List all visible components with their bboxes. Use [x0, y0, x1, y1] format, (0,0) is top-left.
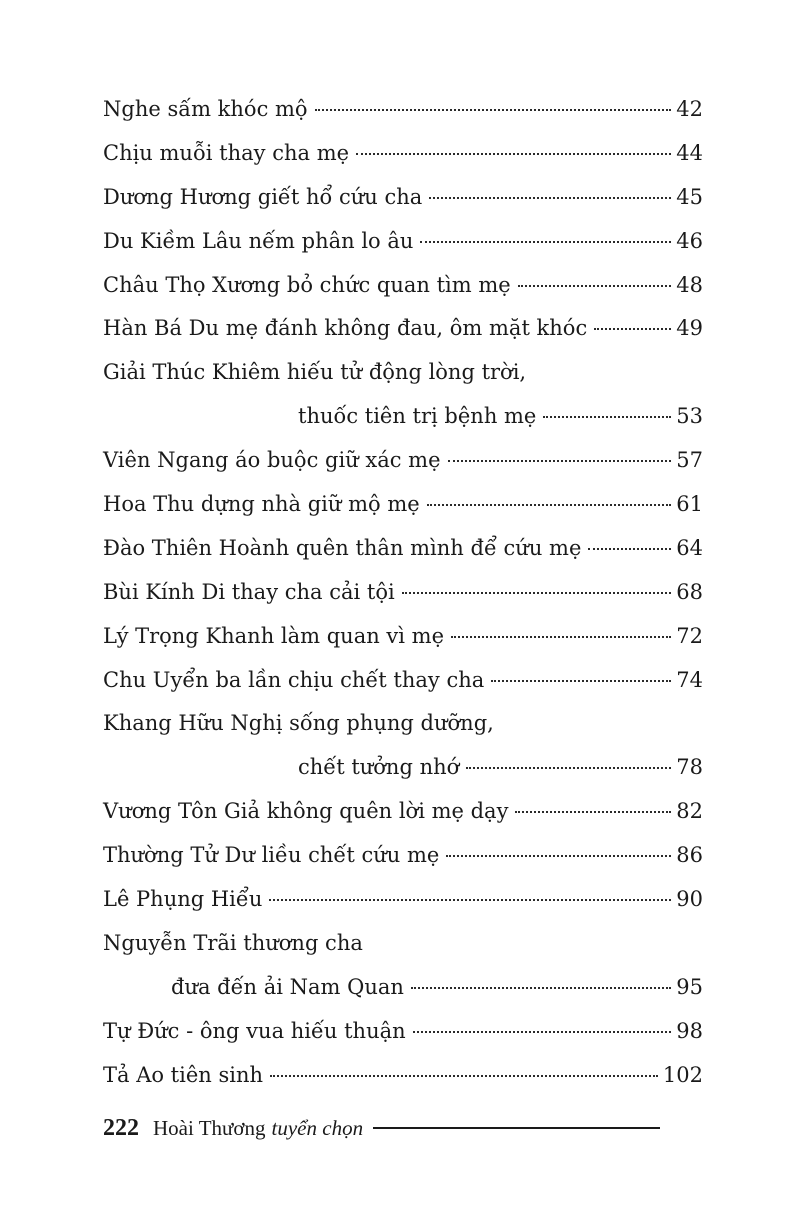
toc-entry-title: Vương Tôn Giả không quên lời mẹ dạy — [103, 799, 509, 824]
toc-entry — [103, 351, 703, 395]
dot-leader — [446, 855, 671, 857]
toc-entry-page: 42 — [676, 97, 703, 121]
toc-entry-continuation — [103, 746, 703, 790]
dot-leader — [429, 197, 671, 199]
footer-rule — [373, 1127, 660, 1129]
dot-leader — [518, 285, 672, 287]
toc-entry-title: Lê Phụng Hiểu — [103, 887, 263, 912]
dot-leader — [451, 636, 671, 638]
toc-entry-title: Du Kiềm Lâu nếm phân lo âu — [103, 228, 414, 253]
dot-leader — [588, 548, 671, 550]
toc-entry-title: Tả Ao tiên sinh — [103, 1062, 264, 1087]
toc-entry-page: 102 — [662, 1062, 703, 1087]
toc-entry-title-cont: thuốc tiên trị bệnh mẹ — [298, 404, 537, 429]
dot-leader — [515, 811, 671, 813]
toc-entry — [103, 1054, 703, 1098]
toc-entry-continuation — [103, 395, 703, 439]
toc-entry-title: Nghe sấm khóc mộ — [103, 97, 308, 121]
toc-entry-page: 95 — [676, 974, 703, 999]
toc-entry-page: 45 — [676, 184, 703, 209]
toc-entry-title-cont: đưa đến ải Nam Quan — [171, 974, 404, 999]
toc-entry-title: Lý Trọng Khanh làm quan vì mẹ — [103, 623, 445, 648]
toc-entry-page: 44 — [676, 140, 703, 165]
toc-entry-page: 49 — [676, 316, 703, 341]
toc-entry — [103, 483, 703, 527]
toc-entry-page: 61 — [676, 492, 703, 517]
toc-entry-title: Giải Thúc Khiêm hiếu tử động lòng trời, — [103, 360, 527, 385]
toc-entry-title: Chu Uyển ba lần chịu chết thay cha — [103, 667, 485, 692]
dot-leader — [402, 592, 672, 594]
page-footer — [103, 1115, 703, 1155]
toc-entry — [103, 702, 703, 746]
toc-entry-title: Bùi Kính Di thay cha cải tội — [103, 579, 395, 604]
toc-entry-page: 78 — [676, 755, 703, 780]
dot-leader — [315, 109, 672, 111]
toc-entry-page: 57 — [676, 448, 703, 473]
toc-entry-continuation — [103, 966, 703, 1010]
toc-entry-page: 90 — [676, 887, 703, 912]
dot-leader — [270, 1075, 658, 1077]
toc-entry-title: Tự Đức - ông vua hiếu thuận — [103, 1018, 406, 1043]
toc-entry — [103, 132, 703, 176]
dot-leader — [594, 328, 671, 330]
toc-entry-title: Hàn Bá Du mẹ đánh không đau, ôm mặt khóc — [103, 316, 588, 341]
dot-leader — [269, 899, 671, 901]
toc-entry-page: 64 — [676, 535, 703, 560]
toc-entry-title: Hoa Thu dựng nhà giữ mộ mẹ — [103, 492, 420, 517]
toc-entry-page: 72 — [676, 623, 703, 648]
toc-entry — [103, 878, 703, 922]
toc-entry — [103, 176, 703, 220]
toc-entry — [103, 220, 703, 264]
toc-entry-page: 48 — [676, 272, 703, 297]
dot-leader — [356, 153, 671, 155]
toc-entry — [103, 88, 703, 132]
toc-entry — [103, 527, 703, 571]
toc-entry — [103, 307, 703, 351]
toc-entry-title: Viên Ngang áo buộc giữ xác mẹ — [103, 448, 441, 473]
toc-entry-title: Nguyễn Trãi thương cha — [103, 930, 363, 955]
toc-entry-page: 53 — [676, 404, 703, 429]
toc-entry-page: 68 — [676, 579, 703, 604]
dot-leader — [491, 680, 671, 682]
toc-entry — [103, 439, 703, 483]
toc-entry-page: 46 — [676, 228, 703, 253]
toc-entry-page: 74 — [676, 667, 703, 692]
dot-leader — [466, 767, 671, 769]
toc-entry — [103, 571, 703, 615]
toc-entry — [103, 834, 703, 878]
toc-entry — [103, 264, 703, 308]
author-name: Hoài Thương — [153, 1116, 266, 1140]
toc-entry — [103, 615, 703, 659]
dot-leader — [413, 1031, 672, 1033]
dot-leader — [543, 416, 671, 418]
dot-leader — [427, 504, 672, 506]
page-number: 222 — [103, 1115, 139, 1141]
toc-entry-title: Châu Thọ Xương bỏ chức quan tìm mẹ — [103, 272, 511, 297]
toc-entry-title-cont: chết tưởng nhớ — [298, 755, 460, 780]
toc-entry — [103, 659, 703, 703]
edited-note: tuyển chọn — [271, 1116, 364, 1140]
toc-entry-title: Chịu muỗi thay cha mẹ — [103, 140, 350, 165]
toc-entry-title: Thường Tử Dư liều chết cứu mẹ — [103, 843, 440, 868]
toc-entry-title: Đào Thiên Hoành quên thân mình để cứu mẹ — [103, 535, 582, 560]
dot-leader — [420, 241, 671, 243]
toc-entry-page: 82 — [676, 799, 703, 824]
toc-entry-title: Dương Hương giết hổ cứu cha — [103, 184, 423, 209]
table-of-contents — [103, 88, 703, 1097]
toc-entry-page: 98 — [676, 1018, 703, 1043]
dot-leader — [411, 987, 671, 989]
toc-entry-title: Khang Hữu Nghị sống phụng dưỡng, — [103, 711, 494, 736]
toc-entry-page: 86 — [676, 843, 703, 868]
toc-entry — [103, 1010, 703, 1054]
dot-leader — [448, 460, 672, 462]
toc-entry — [103, 790, 703, 834]
toc-entry — [103, 922, 703, 966]
